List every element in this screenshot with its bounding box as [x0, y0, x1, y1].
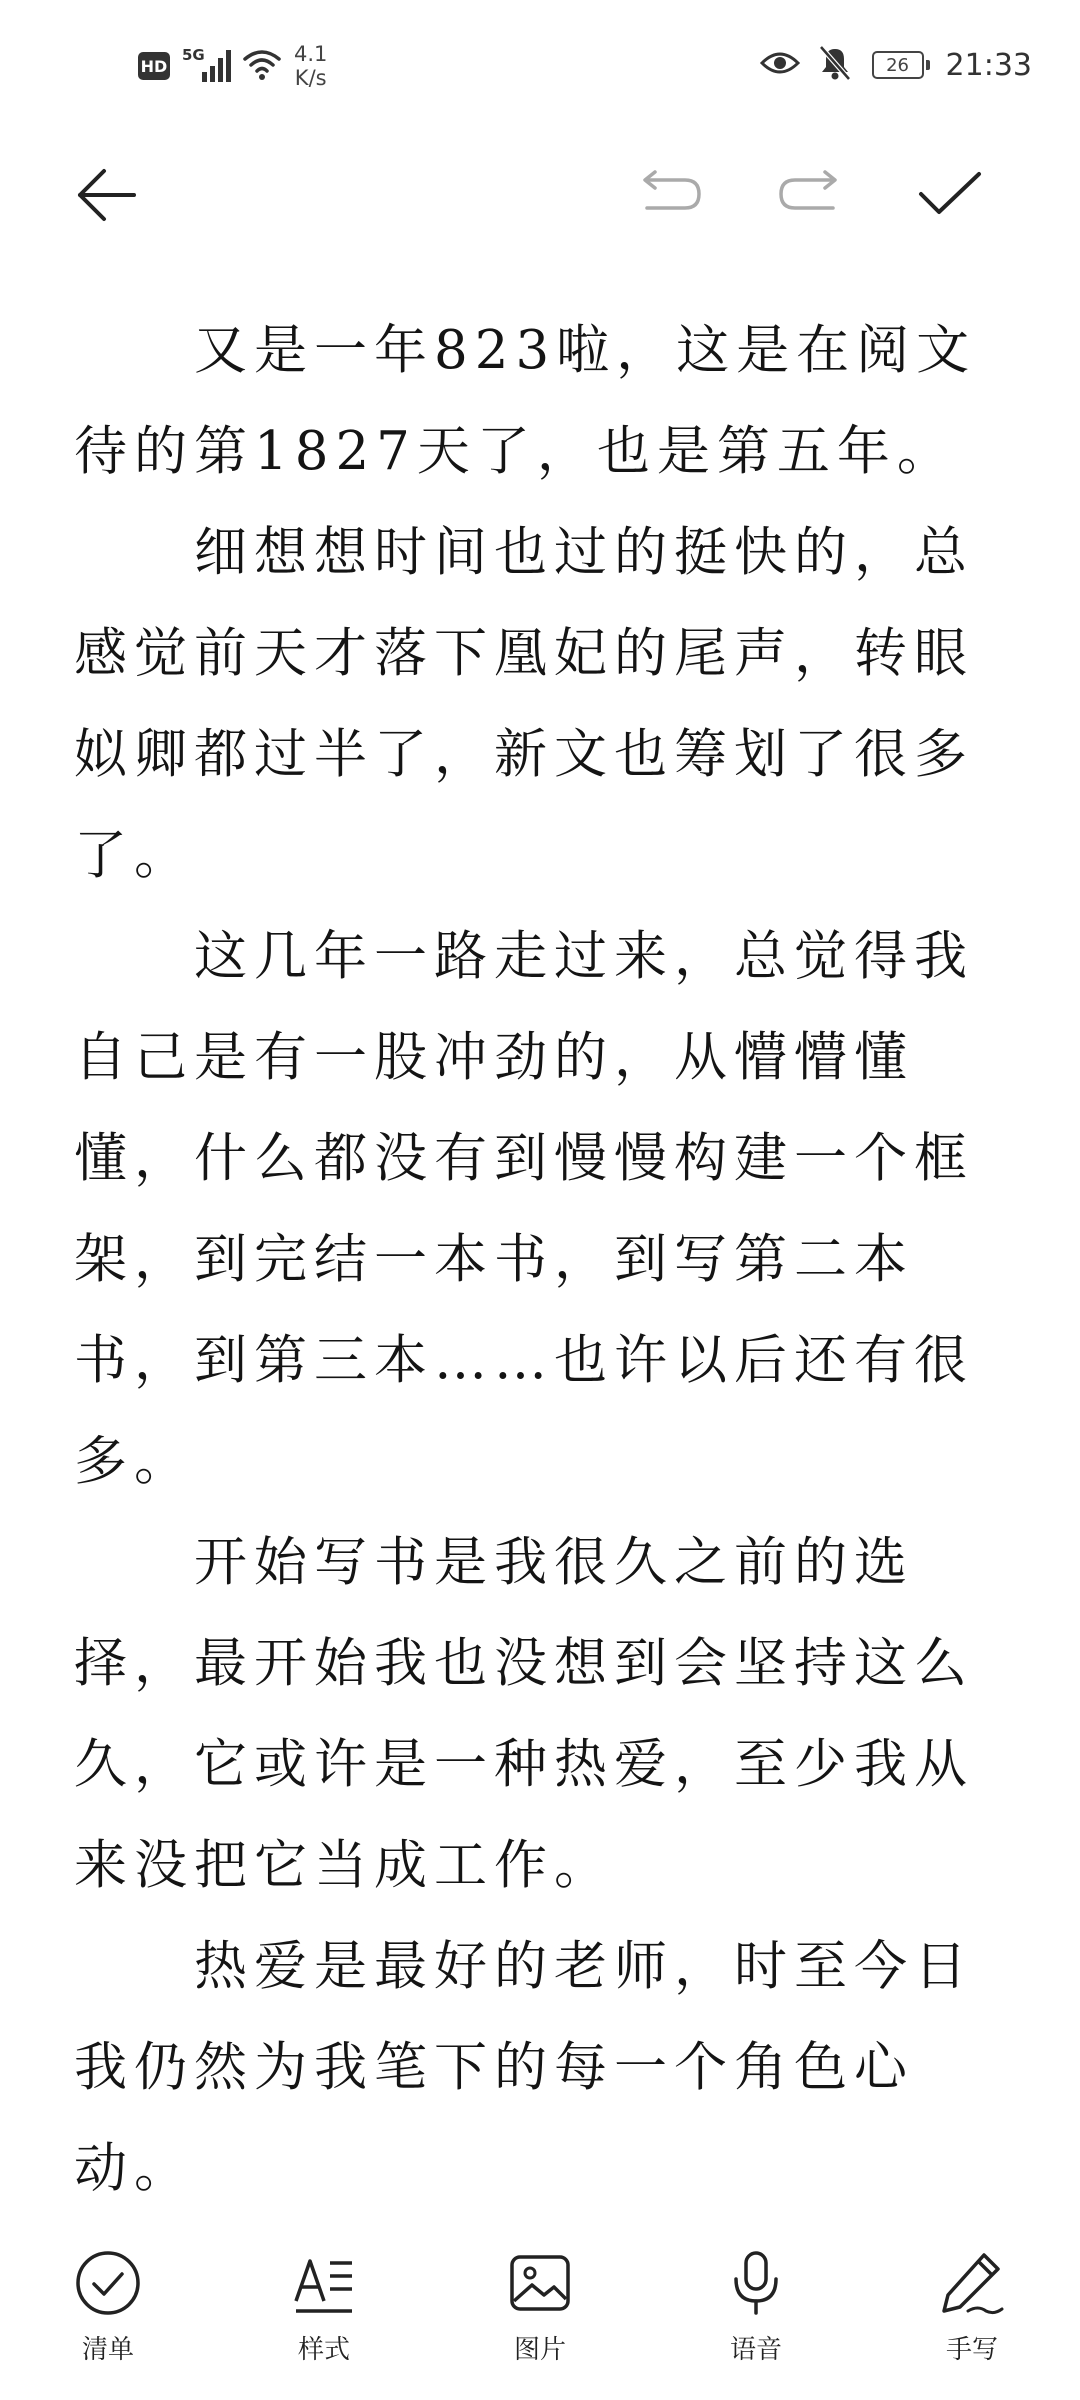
note-paragraph[interactable]: 开始写书是我很久之前的选择，最开始我也没想到会坚持这么久，它或许是一种热爱，至少我从来没把它当成工作。: [74, 1532, 974, 1896]
voice-label: 语音: [729, 2335, 782, 2365]
bell-off-icon: [818, 45, 852, 85]
checklist-icon: [70, 2245, 146, 2321]
note-editor[interactable]: [74, 300, 1014, 2219]
back-button[interactable]: [66, 155, 146, 235]
signal-icon: [182, 44, 232, 88]
note-paragraph[interactable]: 又是一年823啦，这是在阅文待的第1827天了，也是第五年。: [74, 320, 977, 482]
network-speed: [294, 42, 327, 90]
bottom-toolbar: [0, 2245, 1080, 2400]
eye-icon: [760, 49, 800, 81]
clock: 21:33: [945, 47, 1032, 83]
hd-icon: HD: [138, 52, 170, 80]
handwriting-button[interactable]: [864, 2245, 1080, 2400]
redo-icon: [775, 170, 845, 220]
wifi-icon: [242, 47, 282, 85]
text-style-icon: [286, 2245, 362, 2321]
note-paragraph[interactable]: 这几年一路走过来，总觉得我自己是有一股冲劲的，从懵懵懂懂，什么都没有到慢慢构建一个框架，到完结一本书，到写第二本书，到第三本……也许以后还有很多。: [74, 926, 974, 1492]
status-bar: [0, 0, 1080, 130]
redo-button[interactable]: [770, 155, 850, 235]
top-toolbar: [0, 130, 1080, 250]
speed-unit: K/s: [294, 66, 327, 90]
back-arrow-icon: [74, 163, 138, 227]
speed-value: 4.1: [294, 42, 328, 66]
check-icon: [917, 170, 983, 220]
undo-button[interactable]: [630, 155, 710, 235]
microphone-icon: [718, 2245, 794, 2321]
image-button[interactable]: [432, 2245, 648, 2400]
confirm-button[interactable]: [910, 155, 990, 235]
voice-button[interactable]: [648, 2245, 864, 2400]
note-paragraph[interactable]: 热爱是最好的老师，时至今日我仍然为我笔下的每一个角色心动。: [74, 1936, 974, 2199]
image-icon: [502, 2245, 578, 2321]
undo-icon: [635, 170, 705, 220]
note-paragraph[interactable]: 细想想时间也过的挺快的，总感觉前天才落下凰妃的尾声，转眼姒卿都过半了，新文也筹划了很多了。: [74, 522, 974, 886]
text-style-button[interactable]: [216, 2245, 432, 2400]
text-style-label: 样式: [297, 2335, 350, 2365]
network-type-label: 5G: [182, 46, 205, 64]
status-right-group: [760, 40, 1032, 90]
image-label: 图片: [513, 2335, 566, 2365]
battery-level: 26: [886, 54, 909, 76]
battery-icon: [872, 51, 924, 79]
checklist-button[interactable]: [0, 2245, 216, 2400]
handwriting-icon: [934, 2245, 1010, 2321]
checklist-label: 清单: [81, 2335, 134, 2365]
handwriting-label: 手写: [945, 2335, 998, 2365]
status-left-group: [138, 36, 327, 96]
